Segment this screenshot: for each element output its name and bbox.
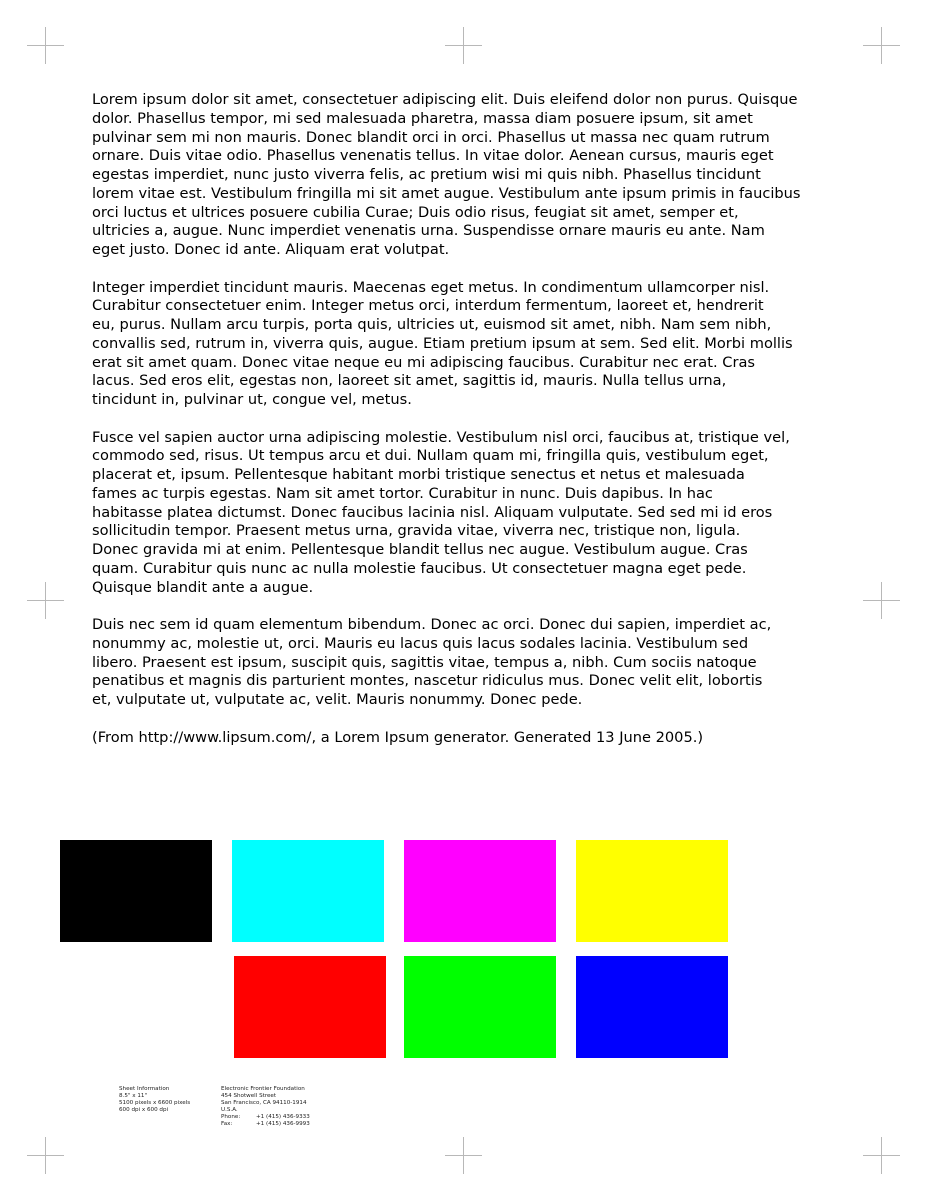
crop-mark-bottom-left	[27, 1137, 64, 1174]
swatch-black	[60, 840, 212, 942]
text-line: quam. Curabitur quis nunc ac nulla molestie faucibus. Ut consectetuer magna eget pede.	[92, 559, 747, 577]
text-line: et, vulputate ut, vulputate ac, velit. Mauris nonummy. Donec pede.	[92, 691, 583, 708]
text-line: commodo sed, risus. Ut tempus arcu et dui. Nullam quam mi, fringilla quis, vestibulum eget,	[92, 447, 769, 465]
text-line: (From http://www.lipsum.com/, a Lorem Ipsum generator. Generated 13 June 2005.)	[92, 728, 704, 746]
text-line: pulvinar sem mi non mauris. Donec blandit orci in orci. Phasellus ut massa nec quam rutrum	[92, 128, 770, 146]
body-text	[92, 91, 862, 766]
organization-address	[221, 1086, 310, 1129]
text-line: Donec gravida mi at enim. Pellentesque blandit tellus nec augue. Vestibulum augue. Cras	[92, 541, 748, 558]
text-line: Curabitur consectetuer enim. Integer metus orci, interdum fermentum, laoreet et, hendrerit	[92, 297, 764, 315]
org-fax-row	[221, 1121, 310, 1128]
paragraph-4	[92, 616, 862, 710]
text-line: tincidunt in, pulvinar ut, congue vel, metus.	[92, 391, 412, 408]
text-line: libero. Praesent est ipsum, suscipit quis, sagittis vitae, tempus a, nibh. Cum sociis natoque	[92, 653, 757, 671]
text-line: eu, purus. Nullam arcu turpis, porta quis, ultricies ut, euismod sit amet, nibh. Nam sem nibh,	[92, 316, 772, 333]
sheet-info-size: 8.5" x 11"	[119, 1093, 148, 1100]
crop-mark-top-center	[445, 27, 482, 64]
swatch-magenta	[404, 840, 556, 942]
text-line: sollicitudin tempor. Praesent metus urna, gravida vitae, viverra nec, tristique non, ligula.	[92, 522, 741, 540]
org-street: 454 Shotwell Street	[221, 1093, 277, 1100]
text-line: Duis nec sem id quam elementum bibendum. Donec ac orci. Donec dui sapien, imperdiet ac,	[92, 616, 772, 633]
text-line: ornare. Duis vitae odio. Phasellus venenatis tellus. In vitae dolor. Aenean cursus, mauris eget	[92, 147, 774, 165]
crop-mark-bottom-right	[863, 1137, 900, 1174]
source-note	[92, 729, 862, 748]
text-line: nonummy ac, molestie ut, orci. Mauris eu lacus quis lacus sodales lacinia. Vestibulum sed	[92, 634, 749, 652]
text-line: orci luctus et ultrices posuere cubilia Curae; Duis odio risus, feugiat sit amet, semper et,	[92, 203, 739, 221]
phone-label: Phone:	[221, 1114, 241, 1121]
text-line: penatibus et magnis dis parturient montes, nascetur ridiculus mus. Donec velit elit, lobortis	[92, 672, 763, 690]
text-line: lorem vitae est. Vestibulum fringilla mi sit amet augue. Vestibulum ante ipsum primis in faucibus	[92, 184, 801, 202]
org-country: U.S.A.	[221, 1107, 238, 1114]
paragraph-1	[92, 91, 862, 260]
swatch-cyan	[232, 840, 384, 942]
text-line: habitasse platea dictumst. Donec faucibus lacinia nisl. Aliquam vulputate. Sed sed mi id eros	[92, 503, 773, 521]
text-line: convallis sed, rutrum in, viverra quis, augue. Etiam pretium ipsum at sem. Sed elit. Morbi mollis	[92, 334, 793, 352]
crop-mark-top-left	[27, 27, 64, 64]
text-line: erat sit amet quam. Donec vitae neque eu mi adipiscing faucibus. Curabitur nec erat. Cras	[92, 353, 755, 371]
sheet-info-title: Sheet Information	[119, 1086, 170, 1092]
text-line: ultricies a, augue. Nunc imperdiet venenatis urna. Suspendisse ornare mauris eu ante. Nam	[92, 222, 765, 240]
sheet-information	[119, 1086, 190, 1114]
text-line: dolor. Phasellus tempor, mi sed malesuada pharetra, massa diam posuere ipsum, sit amet	[92, 109, 753, 127]
text-line: egestas imperdiet, nunc justo viverra felis, ac pretium wisi mi quis nibh. Phasellus tincidunt	[92, 166, 761, 183]
fax-label: Fax:	[221, 1121, 233, 1128]
text-line: Fusce vel sapien auctor urna adipiscing molestie. Vestibulum nisl orci, faucibus at, tristique vel,	[92, 428, 790, 446]
text-line: Quisque blandit ante a augue.	[92, 578, 314, 596]
phone-number: +1 (415) 436-9333	[256, 1114, 310, 1121]
org-city: San Francisco, CA 94110-1914	[221, 1100, 307, 1107]
text-line: Integer imperdiet tincidunt mauris. Maecenas eget metus. In condimentum ullamcorper nisl.	[92, 278, 770, 296]
paragraph-3	[92, 429, 862, 598]
crop-mark-middle-left	[27, 582, 64, 619]
text-line: eget justo. Donec id ante. Aliquam erat volutpat.	[92, 241, 450, 258]
org-name: Electronic Frontier Foundation	[221, 1086, 305, 1092]
text-line: Lorem ipsum dolor sit amet, consectetuer adipiscing elit. Duis eleifend dolor non purus. Quisque	[92, 91, 798, 108]
paragraph-2	[92, 279, 862, 410]
swatch-green	[404, 956, 556, 1058]
text-line: lacus. Sed eros elit, egestas non, laoreet sit amet, sagittis id, mauris. Nulla tellus urna,	[92, 372, 727, 390]
swatch-yellow	[576, 840, 728, 942]
crop-mark-middle-right	[863, 582, 900, 619]
sheet-info-dpi: 600 dpi x 600 dpi	[119, 1107, 169, 1114]
text-line: placerat et, ipsum. Pellentesque habitant morbi tristique senectus et netus et malesuada	[92, 466, 745, 483]
fax-number: +1 (415) 436-9993	[256, 1121, 310, 1128]
swatch-blue	[576, 956, 728, 1058]
org-phone-row	[221, 1114, 310, 1121]
crop-mark-top-right	[863, 27, 900, 64]
crop-mark-bottom-center	[445, 1137, 482, 1174]
sheet-info-pixels: 5100 pixels x 6600 pixels	[119, 1100, 191, 1107]
text-line: fames ac turpis egestas. Nam sit amet tortor. Curabitur in nunc. Duis dapibus. In hac	[92, 484, 713, 502]
swatch-red	[234, 956, 386, 1058]
